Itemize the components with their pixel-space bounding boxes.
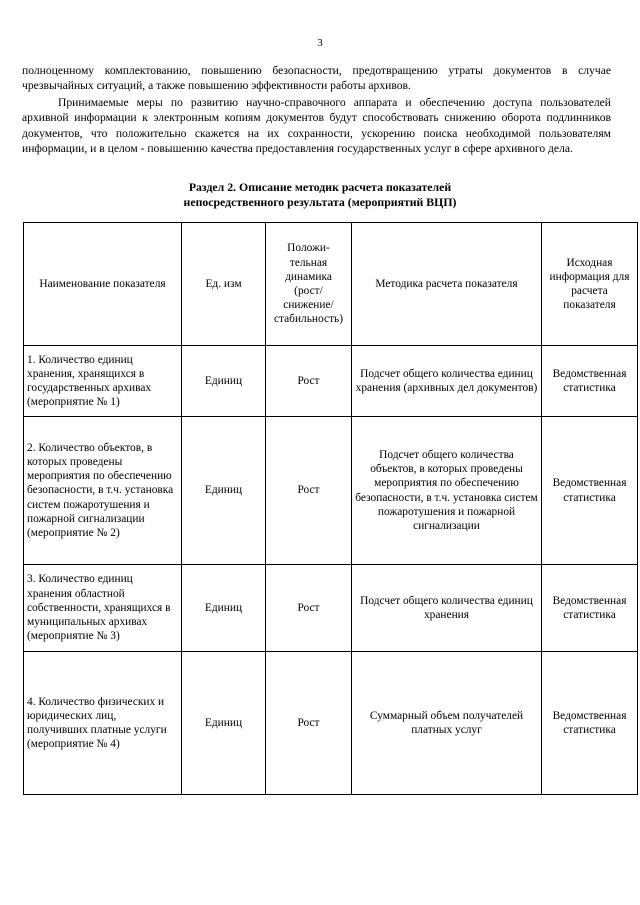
- table-row: [24, 346, 638, 417]
- cell-method: Подсчет общего количества единиц хранения (архивных дел документов): [352, 346, 542, 417]
- cell-source: Ведомственная статистика: [542, 652, 638, 795]
- cell-source: Ведомственная статистика: [542, 417, 638, 565]
- cell-dynamics: Рост: [266, 417, 352, 565]
- table-header-row: [24, 223, 638, 346]
- section-title-line-1: Раздел 2. Описание методик расчета показателей: [188, 180, 452, 194]
- cell-name: 4. Количество физических и юридических лиц, получивших платные услуги (мероприятие № 4): [24, 652, 182, 795]
- cell-dynamics: Рост: [266, 652, 352, 795]
- cell-unit: Единиц: [182, 652, 266, 795]
- cell-dynamics: Рост: [266, 346, 352, 417]
- header-name: Наименование показателя: [24, 223, 182, 346]
- cell-name: 3. Количество единиц хранения областной собственности, хранящихся в муниципальных архивах (мероприятие № 3): [24, 565, 182, 652]
- page-number: 3: [317, 37, 323, 49]
- cell-source: Ведомственная статистика: [542, 565, 638, 652]
- table-row: [24, 565, 638, 652]
- cell-dynamics: Рост: [266, 565, 352, 652]
- section-title-line-2: непосредственного результата (мероприятий ВЦП): [183, 195, 457, 209]
- header-unit: Ед. изм: [182, 223, 266, 346]
- table-row: [24, 417, 638, 565]
- cell-method: Суммарный объем получателей платных услуг: [352, 652, 542, 795]
- indicators-table: [23, 222, 638, 795]
- header-dynamics: Положи- тельная динамика (рост/ снижение/ стабильность): [266, 223, 352, 346]
- section-heading: [0, 180, 640, 210]
- paragraph-1: полноценному комплектованию, повышению безопасности, предотвращению утраты документов в случае чрезвычайных ситуаций, а также повышению эффективности работы архивов.: [22, 64, 611, 93]
- cell-name: 1. Количество единиц хранения, хранящихся в государственных архивах (мероприятие № 1): [24, 346, 182, 417]
- paragraph-2: Принимаемые меры по развитию научно-справочного аппарата и обеспечению доступа пользователей архивной информации к электронным копиям документов будут способствовать снижению оборота подлинников документов, что положительно скажется на их сохранности, ускорению поиска необходимой пользователям информации, и в целом - повышению качества предоставления государственных услуг в сфере архивного дела.: [22, 96, 611, 156]
- table-row: [24, 652, 638, 795]
- cell-method: Подсчет общего количества единиц хранения: [352, 565, 542, 652]
- cell-unit: Единиц: [182, 565, 266, 652]
- header-source: Исходная информация для расчета показателя: [542, 223, 638, 346]
- cell-name: 2. Количество объектов, в которых проведены мероприятия по обеспечению безопасности, в т.ч. установка систем пожаротушения и пожарной сигнализации (мероприятие № 2): [24, 417, 182, 565]
- cell-source: Ведомственная статистика: [542, 346, 638, 417]
- header-method: Методика расчета показателя: [352, 223, 542, 346]
- cell-unit: Единиц: [182, 346, 266, 417]
- cell-unit: Единиц: [182, 417, 266, 565]
- cell-method: Подсчет общего количества объектов, в которых проведены мероприятия по обеспечению безопасности, в т.ч. установка систем пожаротушения и пожарной сигнализации: [352, 417, 542, 565]
